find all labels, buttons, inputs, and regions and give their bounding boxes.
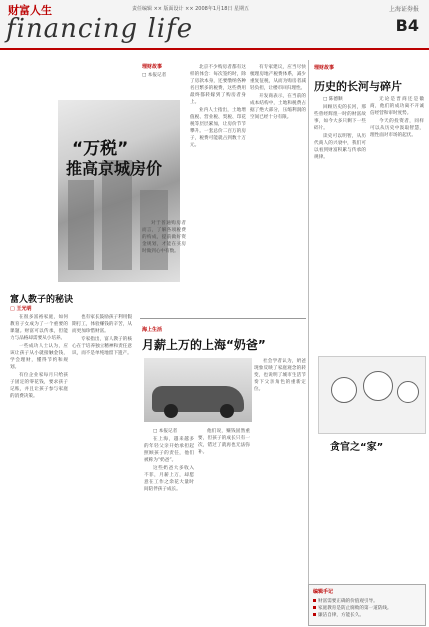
box-line: 家庭教育是防止腐败的第一道防线。 bbox=[313, 605, 421, 612]
paragraph: 今天的投资者，同样可以从历史中汲取智慧，理性面对市场的起伏。 bbox=[370, 119, 424, 138]
box-line: 廉洁自律，方能长久。 bbox=[313, 612, 421, 619]
story2-author: □ 王光明 bbox=[10, 306, 32, 312]
paragraph: 也有家长鼓励孩子利用假期打工，体验赚钱的辛苦，从而更加珍惜财富。 bbox=[72, 315, 132, 334]
story2-title: 富人教子的秘诀 bbox=[10, 295, 74, 305]
story2-col bbox=[10, 314, 68, 584]
brand-cn: 财富人生 bbox=[8, 4, 52, 17]
column-rule bbox=[308, 60, 309, 620]
story3-title: 月薪上万的上海“奶爸” bbox=[142, 338, 266, 352]
paragraph: 开发商表示，在当前的成本结构中，土地和税费占据了绝大部分，压缩利润的空间已经十分有限。 bbox=[250, 94, 306, 120]
paragraph: 有专家建议，应当尽快梳理房地产税费体系，减少重复征税，从而为购房者减轻负担，让楼市回归理性。 bbox=[250, 65, 306, 91]
story3-col bbox=[144, 428, 194, 618]
story5-title: 贪官之“家” bbox=[330, 442, 384, 453]
story1-col bbox=[250, 64, 306, 302]
header-info: 责任编辑 ×× 版面设计 ×× 2008年1月18日 星期五 bbox=[132, 6, 249, 12]
paragraph: 无论是晋商还是徽商，他们的成功离不开诚信经营和审时度势。 bbox=[370, 97, 424, 116]
paragraph: 有位企业家每月只给孩子固定的零花钱，要求孩子记账，并且让孩子参与家庭的消费决策。 bbox=[10, 373, 68, 399]
paragraph: 在很多富裕家庭，如何教育子女成为了一个重要的课题。财富可以传承，但能力与品格却需要从小培养。 bbox=[10, 315, 68, 341]
paragraph: 回顾历史的长河，那些曾经辉煌一时的财富故事，如今大多只剩下一些碎片。 bbox=[314, 105, 366, 131]
paragraph: 读史可以明智，从历代商人的兴衰中，我们可以看到财富积累与传承的规律。 bbox=[314, 134, 366, 160]
edition-label: 上海证券报 bbox=[388, 6, 419, 13]
story4-section: 理财故事 bbox=[314, 65, 335, 71]
story1-col bbox=[190, 64, 246, 302]
paragraph: 北京不少购房者都有这样的体会：每次签约时，除了房款本身，还要缴纳各种名目繁多的税费，这些费用最终都转嫁到了购房者身上。 bbox=[190, 65, 246, 105]
story4-author: □ 陈德顺 bbox=[323, 97, 343, 102]
story1-title-a: “万税” bbox=[72, 139, 129, 159]
editor-note-box bbox=[308, 584, 426, 626]
story1-title-b: 推高京城房价 bbox=[66, 159, 163, 178]
brand-en: financing life bbox=[6, 14, 194, 44]
paragraph: 在上海，越来越多的年轻父亲开始承担起照顾孩子的责任，他们被称为“奶爸”。 bbox=[144, 437, 194, 463]
story4-title: 历史的长河与碎片 bbox=[314, 80, 402, 93]
box-line: 财富需要正确的价值观引导。 bbox=[313, 598, 421, 605]
story3-author: □ 本报记者 bbox=[153, 429, 178, 434]
story1-col bbox=[142, 220, 186, 302]
story5-col bbox=[314, 452, 424, 580]
paragraph: 业内人士指出，土地增值税、营业税、契税、印花税等层层累加，让房价节节攀升。一套总价二百万的房子，税费可能就占到数十万元。 bbox=[190, 108, 246, 148]
story4-col bbox=[370, 96, 424, 346]
story1-author: □ 本报记者 bbox=[142, 73, 167, 78]
cartoon-illustration bbox=[318, 356, 426, 434]
paragraph: 一些成功人士认为，应该让孩子从小就接触金钱，学会理财，懂得节约和规划。 bbox=[10, 344, 68, 370]
paragraph: 专家指出，富人教子的核心在于培养独立精神和责任意识，而不是单纯地留下遗产。 bbox=[72, 337, 132, 356]
car-photo bbox=[144, 358, 252, 422]
story3-col bbox=[254, 358, 306, 618]
paragraph: 对于普通购房者而言，了解各项税费的构成，提前做好资金规划，才能在买房时做到心中有数。 bbox=[142, 221, 186, 254]
story2-col bbox=[72, 314, 132, 584]
story3-col bbox=[198, 428, 250, 618]
paragraph: 社会学者认为，奶爸现象反映了家庭观念的转变，也说明了城市生活节奏下父亲角色的重新定位。 bbox=[254, 359, 306, 392]
story3-section: 海上生活 bbox=[142, 327, 163, 333]
paragraph: 他们说，赚钱固然重要，但孩子的成长只有一次，错过了就再也无法弥补。 bbox=[198, 429, 250, 455]
box-title: 编辑手记 bbox=[313, 589, 334, 595]
paragraph: 这些奶爸大多收入不菲，月薪上万，却愿意在工作之余花大量时间陪伴孩子成长。 bbox=[144, 466, 194, 492]
divider bbox=[140, 318, 306, 319]
page-number: B4 bbox=[395, 16, 419, 35]
section-label: 理财故事 bbox=[142, 64, 163, 70]
story4-col bbox=[314, 96, 366, 346]
